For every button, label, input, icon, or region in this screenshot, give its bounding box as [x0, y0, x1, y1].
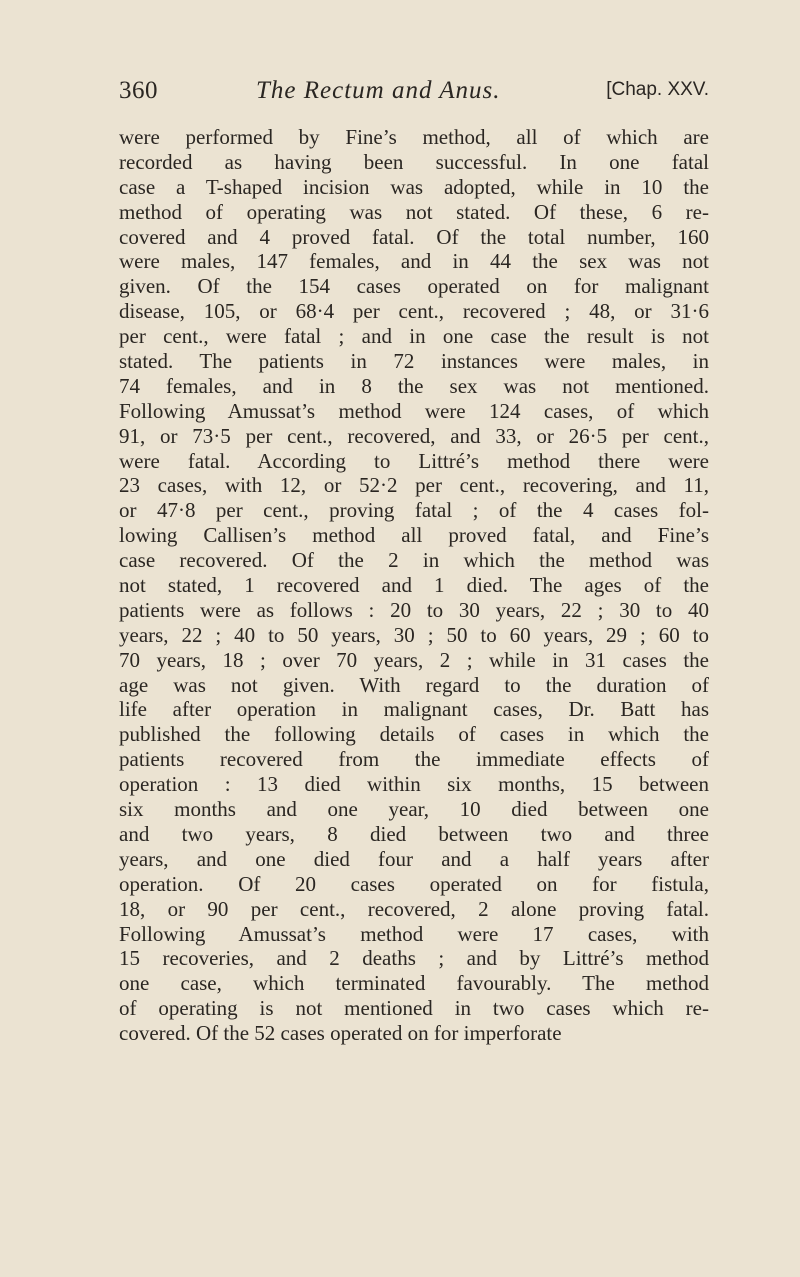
text-line: operation : 13 died within six months, 15 between: [119, 772, 709, 797]
text-line: years, 22 ; 40 to 50 years, 30 ; 50 to 60 years, 29 ; 60 to: [119, 622, 709, 647]
text-line: case a T-shaped incision was adopted, while in 10 the: [119, 174, 709, 199]
text-line: six months and one year, 10 died between one: [119, 797, 709, 822]
text-line: per cent., were fatal ; and in one case the result is not: [119, 324, 709, 349]
page-number: 360: [119, 77, 158, 104]
text-line: case recovered. Of the 2 in which the method was: [119, 548, 709, 573]
text-line: 18, or 90 per cent., recovered, 2 alone proving fatal.: [119, 896, 709, 921]
text-line: operation. Of 20 cases operated on for fistula,: [119, 871, 709, 896]
text-line: given. Of the 154 cases operated on for malignant: [119, 274, 709, 299]
text-line: age was not given. With regard to the duration of: [119, 672, 709, 697]
text-line: were performed by Fine’s method, all of which are: [119, 125, 709, 149]
text-line: 74 females, and in 8 the sex was not mentioned.: [119, 373, 709, 398]
text-line: patients recovered from the immediate effects of: [119, 747, 709, 772]
text-line: one case, which terminated favourably. The method: [119, 971, 709, 996]
text-line: of operating is not mentioned in two cases which re-: [119, 996, 709, 1021]
text-line: Following Amussat’s method were 17 cases, with: [119, 921, 709, 946]
running-head: [119, 77, 709, 111]
text-line: years, and one died four and a half years after: [119, 846, 709, 871]
text-line: not stated, 1 recovered and 1 died. The ages of the: [119, 573, 709, 598]
text-line: covered. Of the 52 cases operated on for imperforate: [119, 1021, 562, 1046]
body-text: [119, 125, 709, 1046]
text-line: stated. The patients in 72 instances were males, in: [119, 349, 709, 374]
text-line: 15 recoveries, and 2 deaths ; and by Littré’s method: [119, 946, 709, 971]
text-line: 91, or 73·5 per cent., recovered, and 33, or 26·5 per cent.,: [119, 423, 709, 448]
text-line: 23 cases, with 12, or 52·2 per cent., recovering, and 11,: [119, 473, 709, 498]
text-line: were fatal. According to Littré’s method there were: [119, 448, 709, 473]
text-line: 70 years, 18 ; over 70 years, 2 ; while in 31 cases the: [119, 647, 709, 672]
text-line: method of operating was not stated. Of these, 6 re-: [119, 199, 709, 224]
text-line: covered and 4 proved fatal. Of the total number, 160: [119, 224, 709, 249]
text-line: and two years, 8 died between two and three: [119, 821, 709, 846]
text-line: recorded as having been successful. In one fatal: [119, 149, 709, 174]
text-line: Following Amussat’s method were 124 cases, of which: [119, 398, 709, 423]
text-line: life after operation in malignant cases, Dr. Batt has: [119, 697, 709, 722]
page-title: The Rectum and Anus.: [256, 77, 501, 104]
chapter-reference: [Chap. XXV.: [606, 79, 709, 100]
text-line: disease, 105, or 68·4 per cent., recovered ; 48, or 31·6: [119, 299, 709, 324]
text-line: lowing Callisen’s method all proved fatal, and Fine’s: [119, 523, 709, 548]
text-line: were males, 147 females, and in 44 the sex was not: [119, 249, 709, 274]
text-line: published the following details of cases in which the: [119, 722, 709, 747]
text-line: or 47·8 per cent., proving fatal ; of the 4 cases fol-: [119, 498, 709, 523]
text-line: patients were as follows : 20 to 30 years, 22 ; 30 to 40: [119, 597, 709, 622]
